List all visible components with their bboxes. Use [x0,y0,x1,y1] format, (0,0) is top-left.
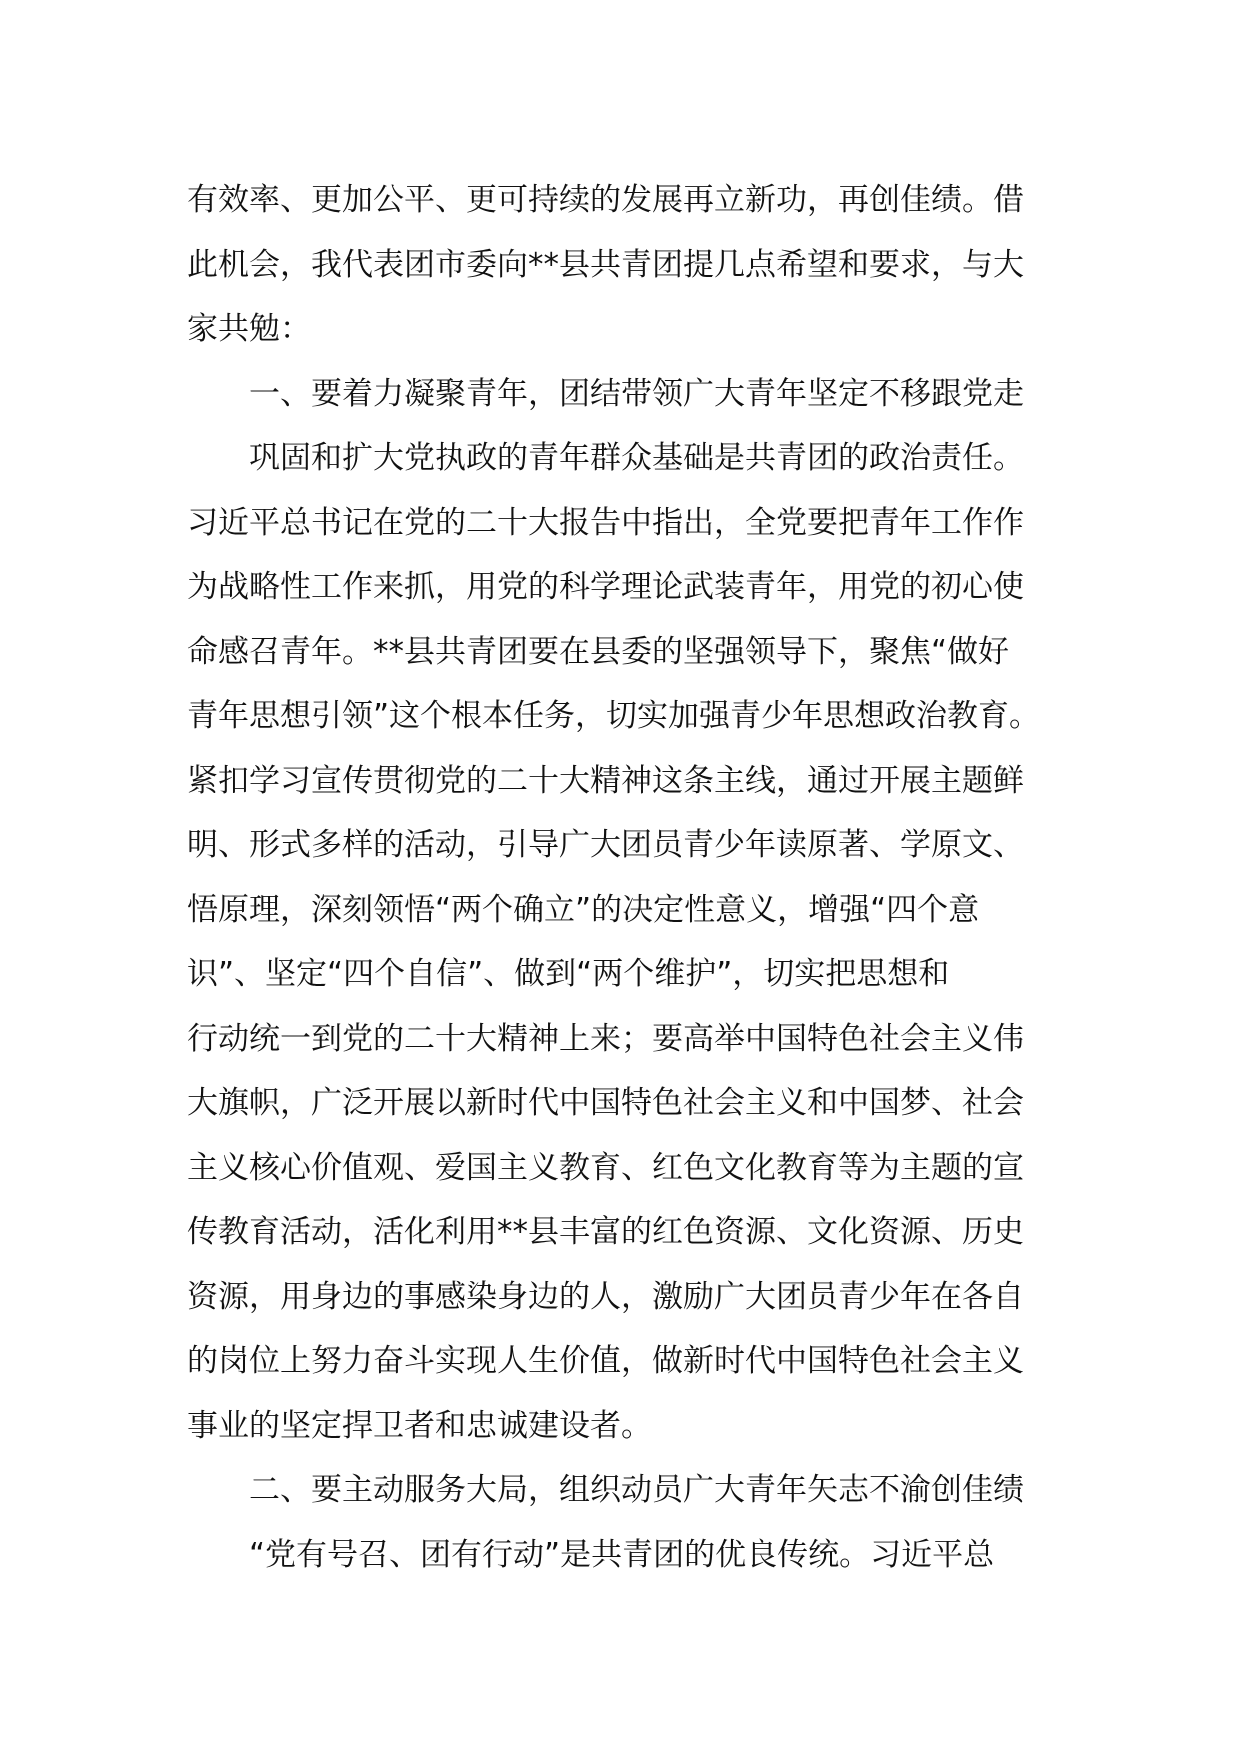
text-line: 识”、坚定“四个自信”、做到“两个维护”，切实把思想和 [187,956,950,992]
text-line: 传教育活动，活化利用**县丰富的红色资源、文化资源、历史 [187,1214,1024,1250]
text-line: 资源，用身边的事感染身边的人，激励广大团员青少年在各自 [187,1278,1024,1315]
text-line: 命感召青年。**县共青团要在县委的坚强领导下，聚焦“做好 [187,633,1010,670]
text-line: 青年思想引领”这个根本任务，切实加强青少年思想政治教育。 [187,698,1041,734]
text-line: 有效率、更加公平、更可持续的发展再立新功，再创佳绩。借 [187,182,1024,218]
section-heading-1 [187,362,1067,427]
text-line: 主义核心价值观、爱国主义教育、红色文化教育等为主题的宣 [187,1149,1024,1186]
text-line: 悟原理，深刻领悟“两个确立”的决定性意义，增强“四个意 [187,891,980,928]
section-heading-2 [187,1458,1067,1523]
text-line: 大旗帜，广泛开展以新时代中国特色社会主义和中国梦、社会 [187,1085,1024,1121]
heading-line: 二、要主动服务大局，组织动员广大青年矢志不渝创佳绩 [249,1472,1024,1508]
text-line: 家共勉： [187,311,311,347]
text-line: 习近平总书记在党的二十大报告中指出，全党要把青年工作作 [187,504,1024,541]
section-body-2 [187,1523,1067,1588]
text-line: “党有号召、团有行动”是共青团的优良传统。习近平总 [249,1536,995,1573]
text-line: 紧扣学习宣传贯彻党的二十大精神这条主线，通过开展主题鲜 [187,762,1024,799]
text-line: 事业的坚定捍卫者和忠诚建设者。 [187,1407,652,1444]
intro-paragraph [187,168,1067,362]
text-line: 的岗位上努力奋斗实现人生价值，做新时代中国特色社会主义 [187,1343,1024,1379]
heading-line: 一、要着力凝聚青年，团结带领广大青年坚定不移跟党走 [249,375,1024,412]
document-body [187,168,1067,1587]
section-body-1 [187,426,1067,1458]
text-line: 行动统一到党的二十大精神上来；要高举中国特色社会主义伟 [187,1020,1024,1057]
text-line: 为战略性工作来抓，用党的科学理论武装青年，用党的初心使 [187,569,1024,605]
text-line: 明、形式多样的活动，引导广大团员青少年读原著、学原文、 [187,827,1024,863]
text-line: 巩固和扩大党执政的青年群众基础是共青团的政治责任。 [249,440,1024,476]
text-line: 此机会，我代表团市委向**县共青团提几点希望和要求，与大 [187,246,1024,283]
